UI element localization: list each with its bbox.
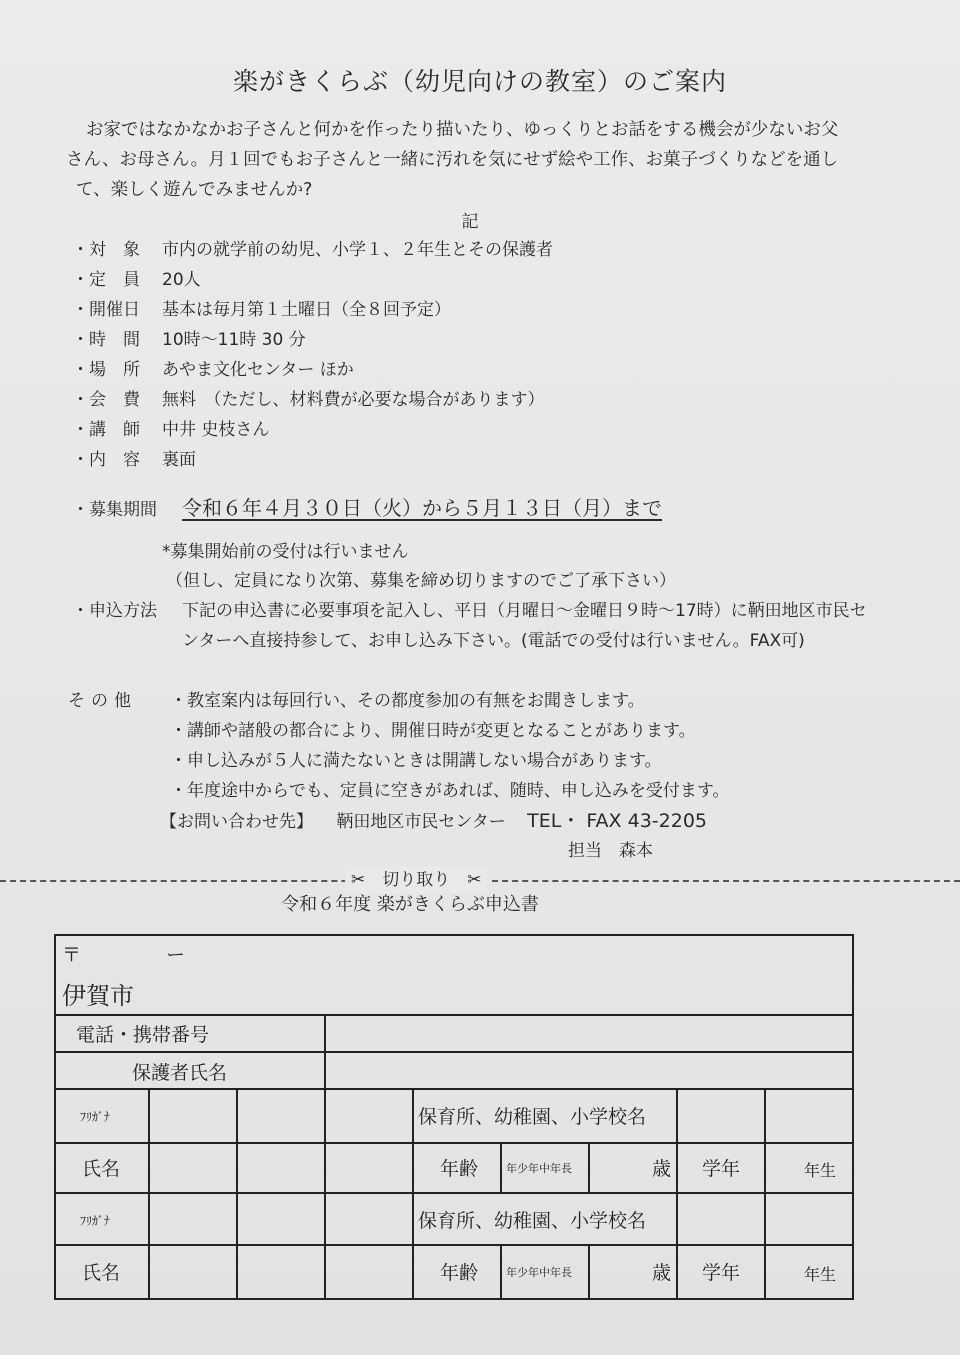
item-fee — [72, 385, 545, 415]
item-value: 10時～11時 30 分 — [162, 330, 306, 350]
intro-paragraph — [66, 115, 876, 205]
item-value: 20人 — [162, 270, 201, 290]
form-rule — [764, 1088, 766, 1298]
school-label: 保育所、幼稚園、小学校名 — [418, 1210, 647, 1232]
contact-tel: TEL・ FAX 43-2205 — [527, 810, 708, 832]
city-label: 伊賀市 — [62, 982, 134, 1010]
item-teacher — [72, 415, 269, 445]
form-rule — [56, 1142, 852, 1144]
form-rule — [56, 1244, 852, 1246]
intro-line: て、楽しく遊んでみませんか? — [76, 180, 313, 200]
application-form — [54, 934, 854, 1300]
form-rule — [56, 1192, 852, 1194]
age-label: 年齢 — [440, 1158, 479, 1180]
form-rule — [500, 1142, 502, 1192]
contact-info — [160, 806, 707, 837]
postal-mark: 〒 — [62, 944, 82, 966]
period-note: *募集開始前の受付は行いません — [162, 542, 409, 562]
item-value: 市内の就学前の幼児、小学１、２年生とその保護者 — [162, 240, 553, 260]
furigana-label: ﾌﾘｶﾞﾅ — [80, 1214, 111, 1228]
other-item: ・講師や諸般の都合により、開催日時が変更となることがあります。 — [170, 721, 696, 741]
contact-org: 鞆田地区市民センター — [336, 812, 506, 832]
item-value: 無料 （ただし、材料費が必要な場合があります） — [162, 390, 545, 410]
item-label: ・定 員 — [72, 270, 140, 290]
item-place — [72, 355, 354, 385]
intro-line: お家ではなかなかお子さんと何かを作ったり描いたり、ゆっくりとお話をする機会が少ないお父 — [86, 120, 839, 140]
application-label: ・申込方法 — [72, 601, 157, 621]
form-rule — [148, 1088, 150, 1298]
form-rule — [500, 1244, 502, 1298]
nensei-label: 年生 — [804, 1265, 837, 1284]
application-body: 下記の申込書に必要事項を記入し、平日（月曜日～金曜日９時～17時）に鞆田地区市民センターへ直接持参して、お申し込み下さい。(電話での受付は行いません。FAX可) — [182, 601, 867, 651]
guardian-label: 保護者氏名 — [132, 1062, 228, 1084]
nensei-label: 年生 — [804, 1161, 837, 1180]
postal-dash: ー — [166, 944, 186, 966]
form-rule — [676, 1088, 678, 1298]
item-label: ・場 所 — [72, 360, 140, 380]
item-time — [72, 325, 306, 355]
form-rule — [236, 1088, 238, 1298]
item-value: 中井 史枝さん — [162, 420, 270, 440]
item-label: ・時 間 — [72, 330, 140, 350]
form-rule — [56, 1051, 852, 1053]
form-rule — [324, 1014, 326, 1090]
item-label: ・講 師 — [72, 420, 140, 440]
item-content — [72, 445, 196, 475]
other-item: ・申し込みが５人に満たないときは開講しない場合があります。 — [170, 751, 662, 771]
period-label: ・募集期間 — [72, 500, 157, 520]
item-target — [72, 235, 553, 265]
item-label: ・内 容 — [72, 450, 140, 470]
form-rule — [56, 1014, 852, 1016]
item-label: ・対 象 — [72, 240, 140, 260]
ki-heading: 記 — [461, 212, 479, 232]
period-value: 令和６年４月３０日（火）から５月１３日（月）まで — [182, 496, 662, 520]
child-name-label: 氏名 — [82, 1158, 121, 1180]
form-rule — [588, 1244, 590, 1298]
other-label: その他 — [68, 691, 137, 711]
form-title: 令和６年度 楽がきくらぶ申込書 — [281, 894, 539, 915]
item-capacity — [72, 265, 201, 295]
age-label: 年齢 — [440, 1262, 479, 1284]
sai-label: 歳 — [652, 1158, 672, 1180]
age-options: 年少年中年長 — [506, 1162, 572, 1175]
page-title: 楽がきくらぶ（幼児向けの教室）のご案内 — [232, 67, 727, 96]
item-label: ・開催日 — [72, 300, 140, 320]
grade-label: 学年 — [702, 1262, 741, 1284]
grade-label: 学年 — [702, 1158, 741, 1180]
item-value: 基本は毎月第１土曜日（全８回予定） — [162, 300, 451, 320]
contact-charge: 担当 森本 — [568, 841, 653, 861]
item-label: ・会 費 — [72, 390, 140, 410]
other-item: ・教室案内は毎回行い、その都度参加の有無をお聞きします。 — [170, 691, 645, 711]
item-value: 裏面 — [162, 450, 196, 470]
form-rule — [412, 1088, 414, 1298]
other-item: ・年度途中からでも、定員に空きがあれば、随時、申し込みを受付ます。 — [170, 781, 730, 801]
sai-label: 歳 — [652, 1262, 672, 1284]
form-rule — [324, 1088, 326, 1298]
item-value: あやま文化センター ほか — [162, 360, 354, 380]
school-label: 保育所、幼稚園、小学校名 — [418, 1106, 647, 1128]
form-rule — [588, 1142, 590, 1192]
cut-label: ✂ 切り取り ✂ — [345, 866, 488, 894]
recruitment-period — [72, 493, 662, 525]
period-note: （但し、定員になり次第、募集を締め切りますのでご了承下さい） — [166, 571, 676, 591]
intro-line: さん、お母さん。月１回でもお子さんと一緒に汚れを気にせず絵や工作、お菓子づくりなどを通し — [66, 150, 839, 170]
child-name-label: 氏名 — [82, 1262, 121, 1284]
contact-label: 【お問い合わせ先】 — [160, 812, 313, 832]
form-rule — [56, 1088, 852, 1090]
furigana-label: ﾌﾘｶﾞﾅ — [80, 1110, 111, 1124]
phone-label: 電話・携帯番号 — [76, 1024, 210, 1046]
item-date — [72, 295, 451, 325]
age-options: 年少年中年長 — [506, 1266, 572, 1279]
